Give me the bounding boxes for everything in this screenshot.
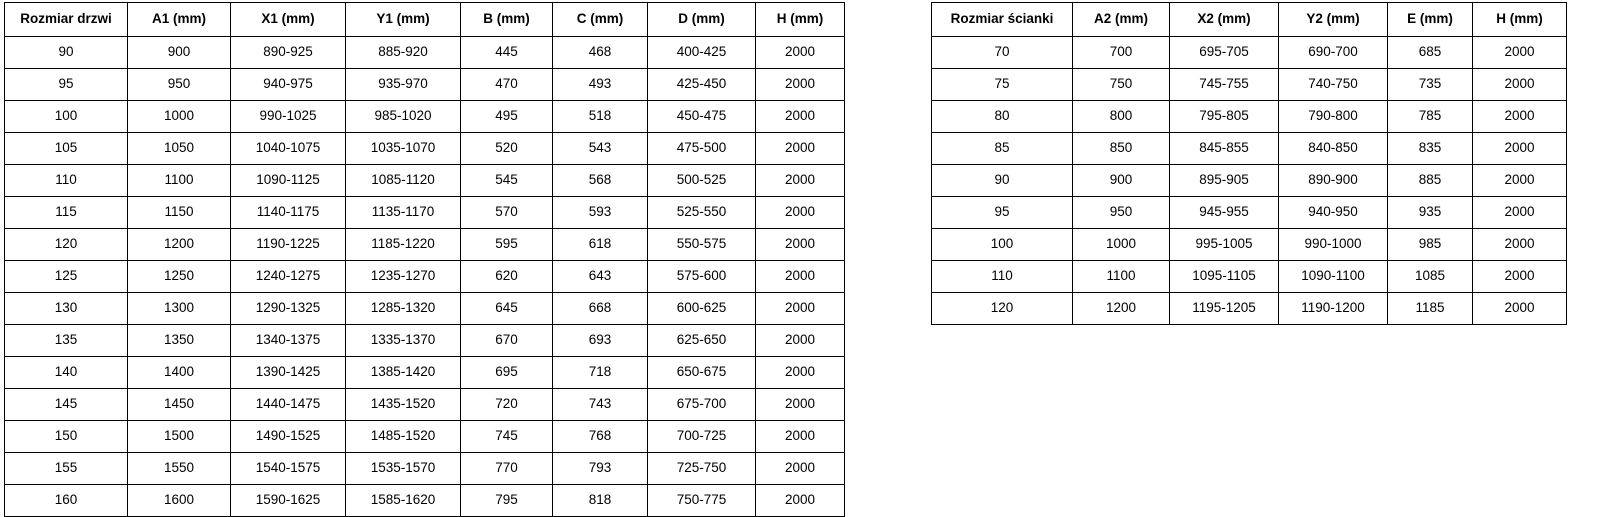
table-cell: 793 <box>553 453 648 485</box>
table-cell: 470 <box>461 69 553 101</box>
table-cell: 2000 <box>1473 165 1567 197</box>
table-row <box>5 37 845 69</box>
table-cell: 745-755 <box>1170 69 1279 101</box>
table-cell: 115 <box>5 197 128 229</box>
table-cell: 100 <box>932 229 1073 261</box>
table-cell: 1585-1620 <box>346 485 461 517</box>
table-cell: 1000 <box>128 101 231 133</box>
table-cell: 1150 <box>128 197 231 229</box>
table-cell: 895-905 <box>1170 165 1279 197</box>
table-cell: 150 <box>5 421 128 453</box>
table-cell: 1490-1525 <box>231 421 346 453</box>
table-row <box>5 357 845 389</box>
table-cell: 735 <box>1388 69 1473 101</box>
table-cell: 2000 <box>756 101 845 133</box>
table-row <box>5 485 845 517</box>
table-cell: 785 <box>1388 101 1473 133</box>
table-cell: 160 <box>5 485 128 517</box>
column-header: A1 (mm) <box>128 3 231 37</box>
table-cell: 668 <box>553 293 648 325</box>
table-row <box>5 165 845 197</box>
table-cell: 75 <box>932 69 1073 101</box>
table-cell: 2000 <box>756 485 845 517</box>
table-cell: 840-850 <box>1279 133 1388 165</box>
table-cell: 1290-1325 <box>231 293 346 325</box>
table-cell: 1190-1200 <box>1279 293 1388 325</box>
table-cell: 695-705 <box>1170 37 1279 69</box>
table-cell: 643 <box>553 261 648 293</box>
table-cell: 1235-1270 <box>346 261 461 293</box>
table-cell: 575-600 <box>648 261 756 293</box>
column-header: C (mm) <box>553 3 648 37</box>
table-cell: 940-975 <box>231 69 346 101</box>
table-cell: 120 <box>932 293 1073 325</box>
table-cell: 2000 <box>1473 197 1567 229</box>
table-cell: 1000 <box>1073 229 1170 261</box>
table-cell: 1085 <box>1388 261 1473 293</box>
table-cell: 95 <box>932 197 1073 229</box>
table-row <box>932 197 1567 229</box>
table-cell: 2000 <box>756 389 845 421</box>
column-header: Rozmiar drzwi <box>5 3 128 37</box>
table-cell: 450-475 <box>648 101 756 133</box>
table-cell: 495 <box>461 101 553 133</box>
table-cell: 693 <box>553 325 648 357</box>
table-cell: 130 <box>5 293 128 325</box>
table-cell: 600-625 <box>648 293 756 325</box>
table-row <box>932 37 1567 69</box>
table-cell: 135 <box>5 325 128 357</box>
table-cell: 1100 <box>128 165 231 197</box>
table-row <box>5 69 845 101</box>
table-cell: 1400 <box>128 357 231 389</box>
table-cell: 2000 <box>1473 37 1567 69</box>
table-cell: 935-970 <box>346 69 461 101</box>
table-row <box>5 421 845 453</box>
table-cell: 718 <box>553 357 648 389</box>
column-header: X1 (mm) <box>231 3 346 37</box>
table-cell: 1340-1375 <box>231 325 346 357</box>
table-cell: 945-955 <box>1170 197 1279 229</box>
table-cell: 1100 <box>1073 261 1170 293</box>
table-header-row <box>932 3 1567 37</box>
table-row <box>5 133 845 165</box>
table-row <box>5 325 845 357</box>
table-cell: 1190-1225 <box>231 229 346 261</box>
column-header: Y2 (mm) <box>1279 3 1388 37</box>
table-cell: 885-920 <box>346 37 461 69</box>
table-row <box>5 261 845 293</box>
table-cell: 2000 <box>1473 293 1567 325</box>
table-cell: 625-650 <box>648 325 756 357</box>
table-cell: 90 <box>932 165 1073 197</box>
table-cell: 2000 <box>756 165 845 197</box>
table-cell: 845-855 <box>1170 133 1279 165</box>
table-cell: 2000 <box>756 229 845 261</box>
table-cell: 2000 <box>756 197 845 229</box>
column-header: E (mm) <box>1388 3 1473 37</box>
table-cell: 2000 <box>1473 69 1567 101</box>
table-cell: 890-900 <box>1279 165 1388 197</box>
table-cell: 745 <box>461 421 553 453</box>
doors-table-container <box>4 2 845 517</box>
table-cell: 1185 <box>1388 293 1473 325</box>
table-row <box>932 293 1567 325</box>
table-cell: 990-1025 <box>231 101 346 133</box>
table-cell: 985 <box>1388 229 1473 261</box>
table-cell: 950 <box>128 69 231 101</box>
table-cell: 2000 <box>756 421 845 453</box>
table-row <box>932 101 1567 133</box>
table-cell: 790-800 <box>1279 101 1388 133</box>
column-header: D (mm) <box>648 3 756 37</box>
table-cell: 95 <box>5 69 128 101</box>
table-cell: 900 <box>128 37 231 69</box>
table-cell: 1135-1170 <box>346 197 461 229</box>
table-cell: 2000 <box>756 357 845 389</box>
walls-table-body <box>932 37 1567 325</box>
table-cell: 995-1005 <box>1170 229 1279 261</box>
table-cell: 1250 <box>128 261 231 293</box>
table-cell: 1090-1100 <box>1279 261 1388 293</box>
table-row <box>932 133 1567 165</box>
table-cell: 2000 <box>1473 101 1567 133</box>
table-cell: 750 <box>1073 69 1170 101</box>
walls-dimensions-table <box>931 2 1567 325</box>
table-cell: 935 <box>1388 197 1473 229</box>
table-cell: 695 <box>461 357 553 389</box>
table-cell: 990-1000 <box>1279 229 1388 261</box>
table-cell: 620 <box>461 261 553 293</box>
table-cell: 1535-1570 <box>346 453 461 485</box>
table-cell: 468 <box>553 37 648 69</box>
table-cell: 110 <box>932 261 1073 293</box>
table-cell: 940-950 <box>1279 197 1388 229</box>
table-cell: 518 <box>553 101 648 133</box>
table-cell: 120 <box>5 229 128 261</box>
table-cell: 155 <box>5 453 128 485</box>
table-cell: 795 <box>461 485 553 517</box>
table-cell: 2000 <box>756 293 845 325</box>
table-cell: 670 <box>461 325 553 357</box>
table-cell: 550-575 <box>648 229 756 261</box>
table-cell: 2000 <box>756 69 845 101</box>
table-cell: 850 <box>1073 133 1170 165</box>
table-header-row <box>5 3 845 37</box>
table-cell: 618 <box>553 229 648 261</box>
table-cell: 800 <box>1073 101 1170 133</box>
table-cell: 1050 <box>128 133 231 165</box>
table-cell: 1550 <box>128 453 231 485</box>
table-cell: 1285-1320 <box>346 293 461 325</box>
table-cell: 1440-1475 <box>231 389 346 421</box>
table-cell: 525-550 <box>648 197 756 229</box>
table-cell: 720 <box>461 389 553 421</box>
walls-table-head <box>932 3 1567 37</box>
table-cell: 1200 <box>128 229 231 261</box>
table-cell: 1450 <box>128 389 231 421</box>
table-cell: 2000 <box>756 453 845 485</box>
table-row <box>5 389 845 421</box>
table-cell: 1240-1275 <box>231 261 346 293</box>
table-cell: 80 <box>932 101 1073 133</box>
table-cell: 545 <box>461 165 553 197</box>
table-cell: 725-750 <box>648 453 756 485</box>
table-row <box>932 165 1567 197</box>
table-cell: 1095-1105 <box>1170 261 1279 293</box>
table-cell: 1500 <box>128 421 231 453</box>
table-cell: 750-775 <box>648 485 756 517</box>
table-cell: 818 <box>553 485 648 517</box>
table-cell: 90 <box>5 37 128 69</box>
table-cell: 520 <box>461 133 553 165</box>
table-cell: 885 <box>1388 165 1473 197</box>
table-row <box>932 69 1567 101</box>
column-header: H (mm) <box>1473 3 1567 37</box>
table-cell: 110 <box>5 165 128 197</box>
table-row <box>932 261 1567 293</box>
table-cell: 570 <box>461 197 553 229</box>
table-cell: 105 <box>5 133 128 165</box>
doors-dimensions-table <box>4 2 845 517</box>
table-cell: 1085-1120 <box>346 165 461 197</box>
table-cell: 1200 <box>1073 293 1170 325</box>
table-cell: 985-1020 <box>346 101 461 133</box>
table-row <box>5 293 845 325</box>
table-cell: 1185-1220 <box>346 229 461 261</box>
table-cell: 2000 <box>756 325 845 357</box>
column-header: Y1 (mm) <box>346 3 461 37</box>
table-cell: 1390-1425 <box>231 357 346 389</box>
column-header: B (mm) <box>461 3 553 37</box>
table-cell: 700-725 <box>648 421 756 453</box>
table-cell: 70 <box>932 37 1073 69</box>
table-cell: 1435-1520 <box>346 389 461 421</box>
table-cell: 125 <box>5 261 128 293</box>
table-cell: 690-700 <box>1279 37 1388 69</box>
table-cell: 568 <box>553 165 648 197</box>
table-row <box>5 101 845 133</box>
doors-table-body <box>5 37 845 517</box>
table-cell: 1090-1125 <box>231 165 346 197</box>
table-cell: 1035-1070 <box>346 133 461 165</box>
column-header: A2 (mm) <box>1073 3 1170 37</box>
table-cell: 400-425 <box>648 37 756 69</box>
table-cell: 2000 <box>1473 261 1567 293</box>
doors-table-head <box>5 3 845 37</box>
table-cell: 1540-1575 <box>231 453 346 485</box>
table-cell: 700 <box>1073 37 1170 69</box>
table-cell: 768 <box>553 421 648 453</box>
table-cell: 1485-1520 <box>346 421 461 453</box>
table-cell: 770 <box>461 453 553 485</box>
table-cell: 835 <box>1388 133 1473 165</box>
table-row <box>5 453 845 485</box>
table-cell: 795-805 <box>1170 101 1279 133</box>
column-header: X2 (mm) <box>1170 3 1279 37</box>
table-cell: 100 <box>5 101 128 133</box>
table-cell: 445 <box>461 37 553 69</box>
column-header: H (mm) <box>756 3 845 37</box>
table-cell: 1195-1205 <box>1170 293 1279 325</box>
table-cell: 675-700 <box>648 389 756 421</box>
table-cell: 2000 <box>1473 229 1567 261</box>
table-cell: 1600 <box>128 485 231 517</box>
table-cell: 475-500 <box>648 133 756 165</box>
table-cell: 950 <box>1073 197 1170 229</box>
table-cell: 890-925 <box>231 37 346 69</box>
table-cell: 740-750 <box>1279 69 1388 101</box>
table-cell: 425-450 <box>648 69 756 101</box>
table-cell: 1040-1075 <box>231 133 346 165</box>
table-row <box>5 197 845 229</box>
table-cell: 500-525 <box>648 165 756 197</box>
table-cell: 595 <box>461 229 553 261</box>
table-cell: 650-675 <box>648 357 756 389</box>
table-cell: 2000 <box>1473 133 1567 165</box>
table-cell: 743 <box>553 389 648 421</box>
table-cell: 2000 <box>756 37 845 69</box>
table-row <box>932 229 1567 261</box>
table-cell: 1300 <box>128 293 231 325</box>
table-cell: 1140-1175 <box>231 197 346 229</box>
table-cell: 1350 <box>128 325 231 357</box>
table-cell: 85 <box>932 133 1073 165</box>
table-cell: 645 <box>461 293 553 325</box>
walls-table-container <box>931 2 1567 325</box>
table-cell: 1590-1625 <box>231 485 346 517</box>
table-cell: 1385-1420 <box>346 357 461 389</box>
table-cell: 1335-1370 <box>346 325 461 357</box>
table-cell: 493 <box>553 69 648 101</box>
table-cell: 2000 <box>756 133 845 165</box>
table-cell: 145 <box>5 389 128 421</box>
table-cell: 140 <box>5 357 128 389</box>
table-cell: 685 <box>1388 37 1473 69</box>
table-cell: 543 <box>553 133 648 165</box>
table-cell: 593 <box>553 197 648 229</box>
table-cell: 2000 <box>756 261 845 293</box>
column-header: Rozmiar ścianki <box>932 3 1073 37</box>
table-row <box>5 229 845 261</box>
table-cell: 900 <box>1073 165 1170 197</box>
